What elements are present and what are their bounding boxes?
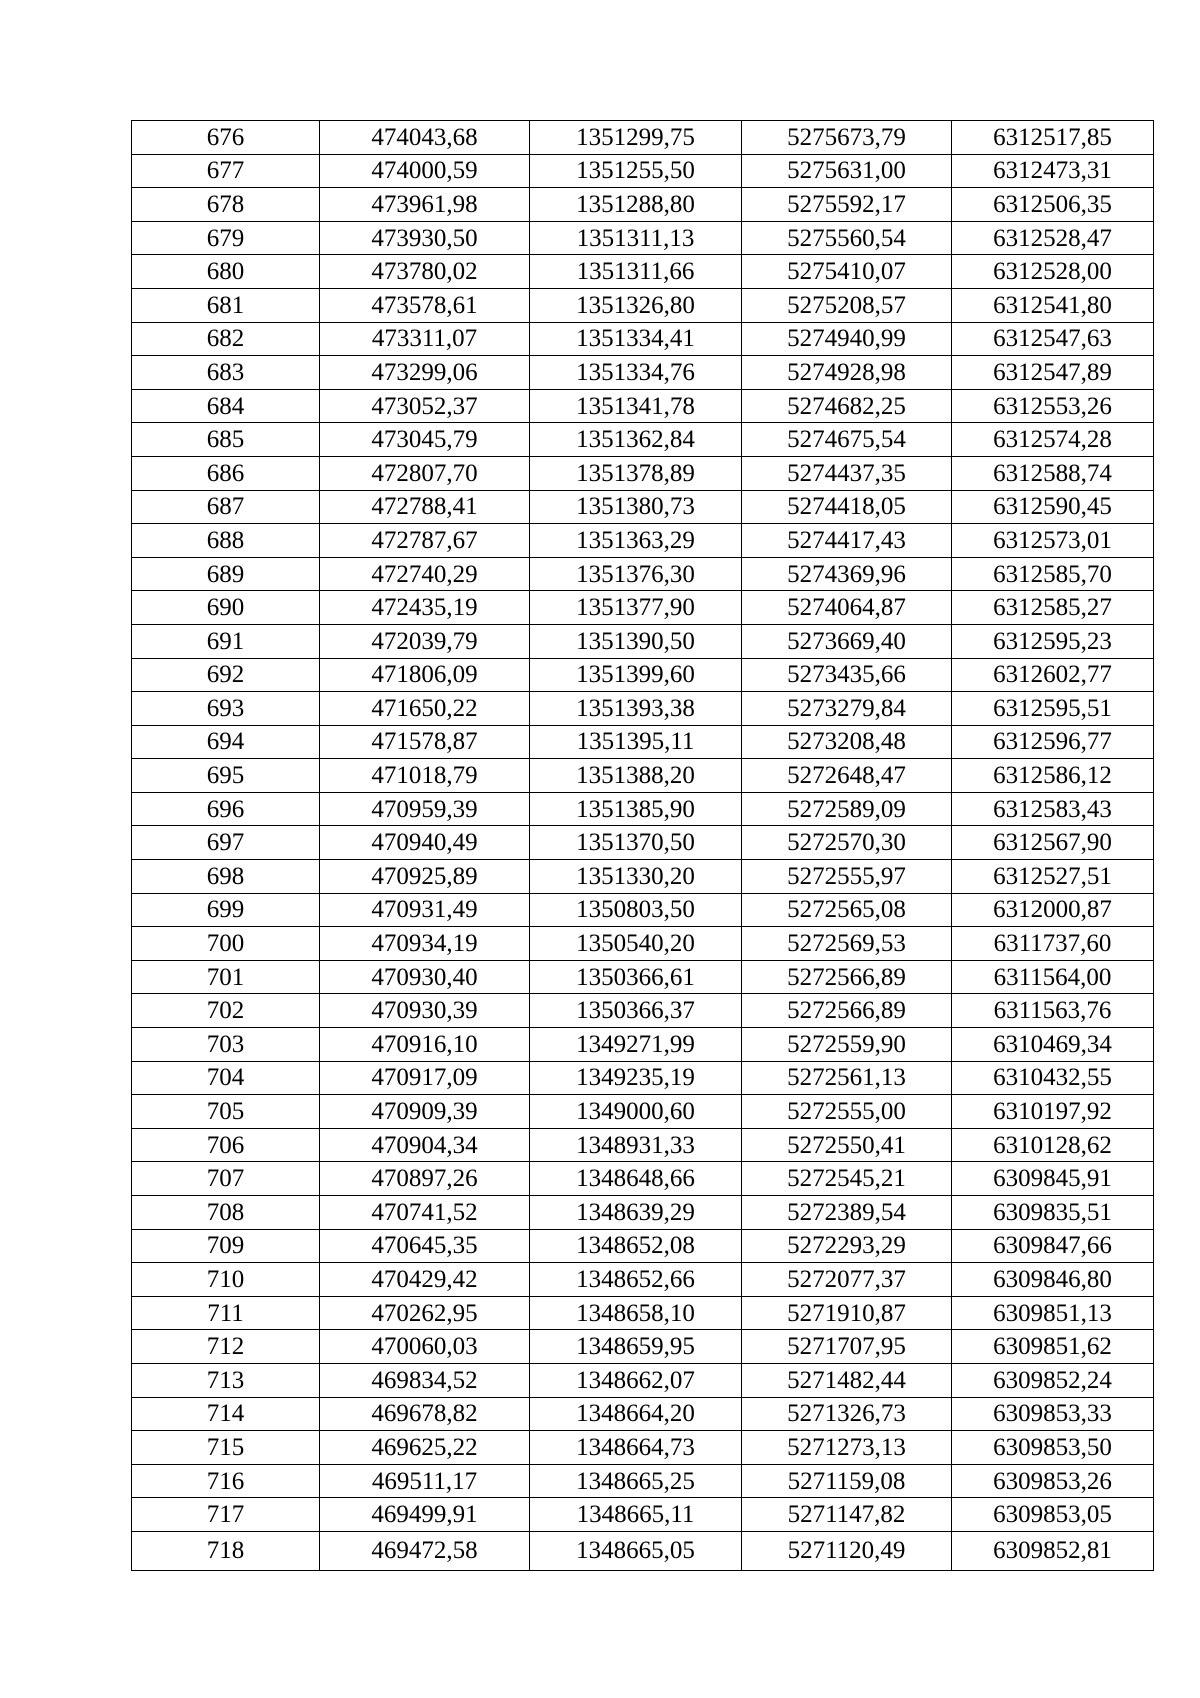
- coord-y2-cell: 6312574,28: [952, 423, 1154, 457]
- coord-x1-cell: 471806,09: [320, 658, 530, 692]
- coord-x1-cell: 473930,50: [320, 221, 530, 255]
- coord-x1-cell: 474043,68: [320, 121, 530, 155]
- coord-x2-cell: 5271147,82: [742, 1498, 952, 1532]
- coord-x1-cell: 472740,29: [320, 557, 530, 591]
- coord-y2-cell: 6312583,43: [952, 792, 1154, 826]
- coord-y2-cell: 6312547,89: [952, 356, 1154, 390]
- coord-y2-cell: 6309852,81: [952, 1531, 1154, 1570]
- coord-y2-cell: 6312567,90: [952, 826, 1154, 860]
- point-number-cell: 703: [132, 1028, 320, 1062]
- table-row: [132, 1263, 1154, 1297]
- coord-x2-cell: 5272077,37: [742, 1263, 952, 1297]
- coord-y1-cell: 1348652,08: [530, 1229, 742, 1263]
- coord-x1-cell: 471018,79: [320, 759, 530, 793]
- coord-x1-cell: 472039,79: [320, 624, 530, 658]
- coord-x2-cell: 5272570,30: [742, 826, 952, 860]
- point-number-cell: 701: [132, 960, 320, 994]
- table-row: [132, 356, 1154, 390]
- coord-y1-cell: 1350540,20: [530, 927, 742, 961]
- coord-y2-cell: 6312595,51: [952, 692, 1154, 726]
- coord-y2-cell: 6309851,62: [952, 1330, 1154, 1364]
- coord-x1-cell: 470934,19: [320, 927, 530, 961]
- coord-x1-cell: 473299,06: [320, 356, 530, 390]
- coord-y1-cell: 1351395,11: [530, 725, 742, 759]
- coord-y1-cell: 1351380,73: [530, 490, 742, 524]
- coord-x1-cell: 470909,39: [320, 1095, 530, 1129]
- coord-x2-cell: 5274437,35: [742, 456, 952, 490]
- coord-x2-cell: 5274064,87: [742, 591, 952, 625]
- point-number-cell: 681: [132, 288, 320, 322]
- coord-x1-cell: 470741,52: [320, 1196, 530, 1230]
- coord-y2-cell: 6312547,63: [952, 322, 1154, 356]
- point-number-cell: 692: [132, 658, 320, 692]
- point-number-cell: 677: [132, 154, 320, 188]
- coord-y1-cell: 1351363,29: [530, 524, 742, 558]
- table-row: [132, 288, 1154, 322]
- coord-y2-cell: 6312585,27: [952, 591, 1154, 625]
- coord-y1-cell: 1351377,90: [530, 591, 742, 625]
- coord-x2-cell: 5273435,66: [742, 658, 952, 692]
- coord-y2-cell: 6311563,76: [952, 994, 1154, 1028]
- table-row: [132, 1162, 1154, 1196]
- coord-x2-cell: 5274928,98: [742, 356, 952, 390]
- point-number-cell: 708: [132, 1196, 320, 1230]
- coord-y1-cell: 1351362,84: [530, 423, 742, 457]
- coord-y1-cell: 1348662,07: [530, 1363, 742, 1397]
- table-row: [132, 692, 1154, 726]
- coordinates-table: [131, 120, 1154, 1571]
- coord-x1-cell: 471650,22: [320, 692, 530, 726]
- coord-x1-cell: 469499,91: [320, 1498, 530, 1532]
- point-number-cell: 711: [132, 1296, 320, 1330]
- point-number-cell: 707: [132, 1162, 320, 1196]
- coord-y1-cell: 1348664,20: [530, 1397, 742, 1431]
- coord-y2-cell: 6312588,74: [952, 456, 1154, 490]
- coord-y2-cell: 6309835,51: [952, 1196, 1154, 1230]
- table-row: [132, 1128, 1154, 1162]
- coord-y1-cell: 1351334,76: [530, 356, 742, 390]
- coord-x1-cell: 470262,95: [320, 1296, 530, 1330]
- coord-x1-cell: 470959,39: [320, 792, 530, 826]
- table-row: [132, 759, 1154, 793]
- point-number-cell: 716: [132, 1464, 320, 1498]
- table-row: [132, 826, 1154, 860]
- coord-x1-cell: 473961,98: [320, 188, 530, 222]
- coord-x1-cell: 470930,39: [320, 994, 530, 1028]
- coord-y1-cell: 1348652,66: [530, 1263, 742, 1297]
- coord-y1-cell: 1348639,29: [530, 1196, 742, 1230]
- table-row: [132, 1464, 1154, 1498]
- table-row: [132, 524, 1154, 558]
- point-number-cell: 695: [132, 759, 320, 793]
- coord-y2-cell: 6309847,66: [952, 1229, 1154, 1263]
- table-row: [132, 591, 1154, 625]
- coord-x1-cell: 470916,10: [320, 1028, 530, 1062]
- coord-x1-cell: 469834,52: [320, 1363, 530, 1397]
- table-row: [132, 1330, 1154, 1364]
- coord-y2-cell: 6312528,47: [952, 221, 1154, 255]
- coord-x1-cell: 470429,42: [320, 1263, 530, 1297]
- coord-y2-cell: 6312527,51: [952, 860, 1154, 894]
- point-number-cell: 700: [132, 927, 320, 961]
- coord-y1-cell: 1350366,61: [530, 960, 742, 994]
- table-row: [132, 860, 1154, 894]
- coord-y2-cell: 6310197,92: [952, 1095, 1154, 1129]
- point-number-cell: 698: [132, 860, 320, 894]
- point-number-cell: 699: [132, 893, 320, 927]
- coord-x1-cell: 473780,02: [320, 255, 530, 289]
- coord-y1-cell: 1351393,38: [530, 692, 742, 726]
- coord-y1-cell: 1348665,05: [530, 1531, 742, 1570]
- coord-y2-cell: 6312590,45: [952, 490, 1154, 524]
- coord-x2-cell: 5275631,00: [742, 154, 952, 188]
- coord-x2-cell: 5274682,25: [742, 389, 952, 423]
- coord-x2-cell: 5273279,84: [742, 692, 952, 726]
- table-row: [132, 389, 1154, 423]
- coord-x2-cell: 5272566,89: [742, 960, 952, 994]
- coord-x1-cell: 470897,26: [320, 1162, 530, 1196]
- coord-x2-cell: 5271326,73: [742, 1397, 952, 1431]
- coord-y2-cell: 6309853,33: [952, 1397, 1154, 1431]
- table-row: [132, 1196, 1154, 1230]
- coord-y2-cell: 6312528,00: [952, 255, 1154, 289]
- table-row: [132, 188, 1154, 222]
- point-number-cell: 704: [132, 1061, 320, 1095]
- point-number-cell: 688: [132, 524, 320, 558]
- table-row: [132, 1397, 1154, 1431]
- point-number-cell: 680: [132, 255, 320, 289]
- coord-x2-cell: 5273669,40: [742, 624, 952, 658]
- coord-y1-cell: 1351311,66: [530, 255, 742, 289]
- coord-x2-cell: 5272545,21: [742, 1162, 952, 1196]
- coord-y1-cell: 1350803,50: [530, 893, 742, 927]
- coord-x2-cell: 5275592,17: [742, 188, 952, 222]
- coord-y1-cell: 1348665,25: [530, 1464, 742, 1498]
- table-row: [132, 322, 1154, 356]
- coord-y2-cell: 6312586,12: [952, 759, 1154, 793]
- coord-x2-cell: 5272555,00: [742, 1095, 952, 1129]
- table-row: [132, 960, 1154, 994]
- coord-y1-cell: 1349235,19: [530, 1061, 742, 1095]
- point-number-cell: 690: [132, 591, 320, 625]
- coord-x1-cell: 470931,49: [320, 893, 530, 927]
- coord-y2-cell: 6310469,34: [952, 1028, 1154, 1062]
- point-number-cell: 702: [132, 994, 320, 1028]
- point-number-cell: 696: [132, 792, 320, 826]
- coord-x1-cell: 472787,67: [320, 524, 530, 558]
- coord-y2-cell: 6312000,87: [952, 893, 1154, 927]
- point-number-cell: 706: [132, 1128, 320, 1162]
- point-number-cell: 710: [132, 1263, 320, 1297]
- coord-y1-cell: 1351326,80: [530, 288, 742, 322]
- table-row: [132, 658, 1154, 692]
- coord-y1-cell: 1351255,50: [530, 154, 742, 188]
- coord-y2-cell: 6311737,60: [952, 927, 1154, 961]
- coord-x2-cell: 5271159,08: [742, 1464, 952, 1498]
- point-number-cell: 717: [132, 1498, 320, 1532]
- coord-x2-cell: 5275410,07: [742, 255, 952, 289]
- table-row: [132, 927, 1154, 961]
- coord-y1-cell: 1351341,78: [530, 389, 742, 423]
- coord-y1-cell: 1351311,13: [530, 221, 742, 255]
- coord-y2-cell: 6312585,70: [952, 557, 1154, 591]
- coord-y1-cell: 1348648,66: [530, 1162, 742, 1196]
- coord-x2-cell: 5275673,79: [742, 121, 952, 155]
- table-row: [132, 725, 1154, 759]
- coord-y1-cell: 1351330,20: [530, 860, 742, 894]
- coord-y1-cell: 1348659,95: [530, 1330, 742, 1364]
- point-number-cell: 689: [132, 557, 320, 591]
- coord-x1-cell: 472788,41: [320, 490, 530, 524]
- coord-x1-cell: 469625,22: [320, 1431, 530, 1465]
- coord-x1-cell: 470060,03: [320, 1330, 530, 1364]
- point-number-cell: 691: [132, 624, 320, 658]
- coord-x2-cell: 5272555,97: [742, 860, 952, 894]
- coord-y2-cell: 6309846,80: [952, 1263, 1154, 1297]
- coord-y2-cell: 6309853,50: [952, 1431, 1154, 1465]
- point-number-cell: 705: [132, 1095, 320, 1129]
- coord-x1-cell: 473578,61: [320, 288, 530, 322]
- table-row: [132, 490, 1154, 524]
- coord-y2-cell: 6312573,01: [952, 524, 1154, 558]
- coord-y2-cell: 6312517,85: [952, 121, 1154, 155]
- coord-x2-cell: 5272389,54: [742, 1196, 952, 1230]
- coord-x2-cell: 5272559,90: [742, 1028, 952, 1062]
- table-row: [132, 1296, 1154, 1330]
- table-row: [132, 1061, 1154, 1095]
- point-number-cell: 709: [132, 1229, 320, 1263]
- point-number-cell: 682: [132, 322, 320, 356]
- point-number-cell: 679: [132, 221, 320, 255]
- point-number-cell: 718: [132, 1531, 320, 1570]
- coord-y1-cell: 1351370,50: [530, 826, 742, 860]
- table-row: [132, 423, 1154, 457]
- coord-x2-cell: 5272565,08: [742, 893, 952, 927]
- coord-x2-cell: 5272648,47: [742, 759, 952, 793]
- coord-x2-cell: 5272569,53: [742, 927, 952, 961]
- coord-y2-cell: 6312595,23: [952, 624, 1154, 658]
- point-number-cell: 683: [132, 356, 320, 390]
- coord-x1-cell: 469511,17: [320, 1464, 530, 1498]
- coord-x2-cell: 5272566,89: [742, 994, 952, 1028]
- coord-x1-cell: 470925,89: [320, 860, 530, 894]
- coord-y2-cell: 6312596,77: [952, 725, 1154, 759]
- coord-x1-cell: 473045,79: [320, 423, 530, 457]
- point-number-cell: 713: [132, 1363, 320, 1397]
- coord-x2-cell: 5275560,54: [742, 221, 952, 255]
- point-number-cell: 684: [132, 389, 320, 423]
- coord-y2-cell: 6311564,00: [952, 960, 1154, 994]
- coord-y2-cell: 6309853,26: [952, 1464, 1154, 1498]
- coord-y2-cell: 6309852,24: [952, 1363, 1154, 1397]
- coord-x2-cell: 5272293,29: [742, 1229, 952, 1263]
- coord-x2-cell: 5275208,57: [742, 288, 952, 322]
- coord-x1-cell: 469678,82: [320, 1397, 530, 1431]
- table-row: [132, 1431, 1154, 1465]
- coord-x1-cell: 474000,59: [320, 154, 530, 188]
- coord-y1-cell: 1351385,90: [530, 792, 742, 826]
- coord-x2-cell: 5271482,44: [742, 1363, 952, 1397]
- coord-x1-cell: 470917,09: [320, 1061, 530, 1095]
- table-row: [132, 1531, 1154, 1570]
- coord-x2-cell: 5274675,54: [742, 423, 952, 457]
- table-row: [132, 456, 1154, 490]
- coord-y1-cell: 1351376,30: [530, 557, 742, 591]
- coord-y1-cell: 1349271,99: [530, 1028, 742, 1062]
- coord-x2-cell: 5274369,96: [742, 557, 952, 591]
- point-number-cell: 694: [132, 725, 320, 759]
- coord-y2-cell: 6309845,91: [952, 1162, 1154, 1196]
- point-number-cell: 697: [132, 826, 320, 860]
- coord-x2-cell: 5273208,48: [742, 725, 952, 759]
- coord-x1-cell: 472807,70: [320, 456, 530, 490]
- coord-y1-cell: 1348664,73: [530, 1431, 742, 1465]
- coord-x2-cell: 5271910,87: [742, 1296, 952, 1330]
- table-row: [132, 255, 1154, 289]
- coord-y1-cell: 1351334,41: [530, 322, 742, 356]
- point-number-cell: 687: [132, 490, 320, 524]
- coord-y2-cell: 6312602,77: [952, 658, 1154, 692]
- coord-x1-cell: 469472,58: [320, 1531, 530, 1570]
- coord-y1-cell: 1348665,11: [530, 1498, 742, 1532]
- coord-x2-cell: 5272550,41: [742, 1128, 952, 1162]
- coord-y2-cell: 6309853,05: [952, 1498, 1154, 1532]
- table-row: [132, 1028, 1154, 1062]
- coordinates-table-body: [132, 121, 1154, 1571]
- table-row: [132, 792, 1154, 826]
- coord-y1-cell: 1350366,37: [530, 994, 742, 1028]
- point-number-cell: 678: [132, 188, 320, 222]
- coord-y1-cell: 1351388,20: [530, 759, 742, 793]
- point-number-cell: 712: [132, 1330, 320, 1364]
- point-number-cell: 676: [132, 121, 320, 155]
- coord-x1-cell: 470930,40: [320, 960, 530, 994]
- coord-y2-cell: 6309851,13: [952, 1296, 1154, 1330]
- coord-x2-cell: 5274418,05: [742, 490, 952, 524]
- coord-y2-cell: 6312541,80: [952, 288, 1154, 322]
- table-row: [132, 893, 1154, 927]
- coord-y2-cell: 6310432,55: [952, 1061, 1154, 1095]
- coord-y1-cell: 1349000,60: [530, 1095, 742, 1129]
- table-row: [132, 1229, 1154, 1263]
- table-row: [132, 1095, 1154, 1129]
- table-row: [132, 221, 1154, 255]
- coord-x1-cell: 472435,19: [320, 591, 530, 625]
- coord-y1-cell: 1351378,89: [530, 456, 742, 490]
- coord-y1-cell: 1351299,75: [530, 121, 742, 155]
- coord-x2-cell: 5271707,95: [742, 1330, 952, 1364]
- point-number-cell: 714: [132, 1397, 320, 1431]
- coord-y1-cell: 1348658,10: [530, 1296, 742, 1330]
- coord-x2-cell: 5271120,49: [742, 1531, 952, 1570]
- coord-y2-cell: 6312506,35: [952, 188, 1154, 222]
- coord-y2-cell: 6312553,26: [952, 389, 1154, 423]
- table-row: [132, 154, 1154, 188]
- coord-x1-cell: 473311,07: [320, 322, 530, 356]
- coord-x2-cell: 5272561,13: [742, 1061, 952, 1095]
- coord-y1-cell: 1348931,33: [530, 1128, 742, 1162]
- coord-y1-cell: 1351390,50: [530, 624, 742, 658]
- coord-x1-cell: 473052,37: [320, 389, 530, 423]
- point-number-cell: 685: [132, 423, 320, 457]
- coord-x1-cell: 470940,49: [320, 826, 530, 860]
- coord-x2-cell: 5271273,13: [742, 1431, 952, 1465]
- table-row: [132, 1363, 1154, 1397]
- coord-x1-cell: 470904,34: [320, 1128, 530, 1162]
- coord-x2-cell: 5272589,09: [742, 792, 952, 826]
- coord-y2-cell: 6312473,31: [952, 154, 1154, 188]
- coord-x2-cell: 5274417,43: [742, 524, 952, 558]
- coord-y1-cell: 1351288,80: [530, 188, 742, 222]
- point-number-cell: 715: [132, 1431, 320, 1465]
- point-number-cell: 686: [132, 456, 320, 490]
- point-number-cell: 693: [132, 692, 320, 726]
- coord-y1-cell: 1351399,60: [530, 658, 742, 692]
- table-row: [132, 121, 1154, 155]
- table-row: [132, 994, 1154, 1028]
- coord-y2-cell: 6310128,62: [952, 1128, 1154, 1162]
- coord-x1-cell: 470645,35: [320, 1229, 530, 1263]
- coord-x1-cell: 471578,87: [320, 725, 530, 759]
- table-row: [132, 624, 1154, 658]
- coord-x2-cell: 5274940,99: [742, 322, 952, 356]
- table-row: [132, 1498, 1154, 1532]
- table-row: [132, 557, 1154, 591]
